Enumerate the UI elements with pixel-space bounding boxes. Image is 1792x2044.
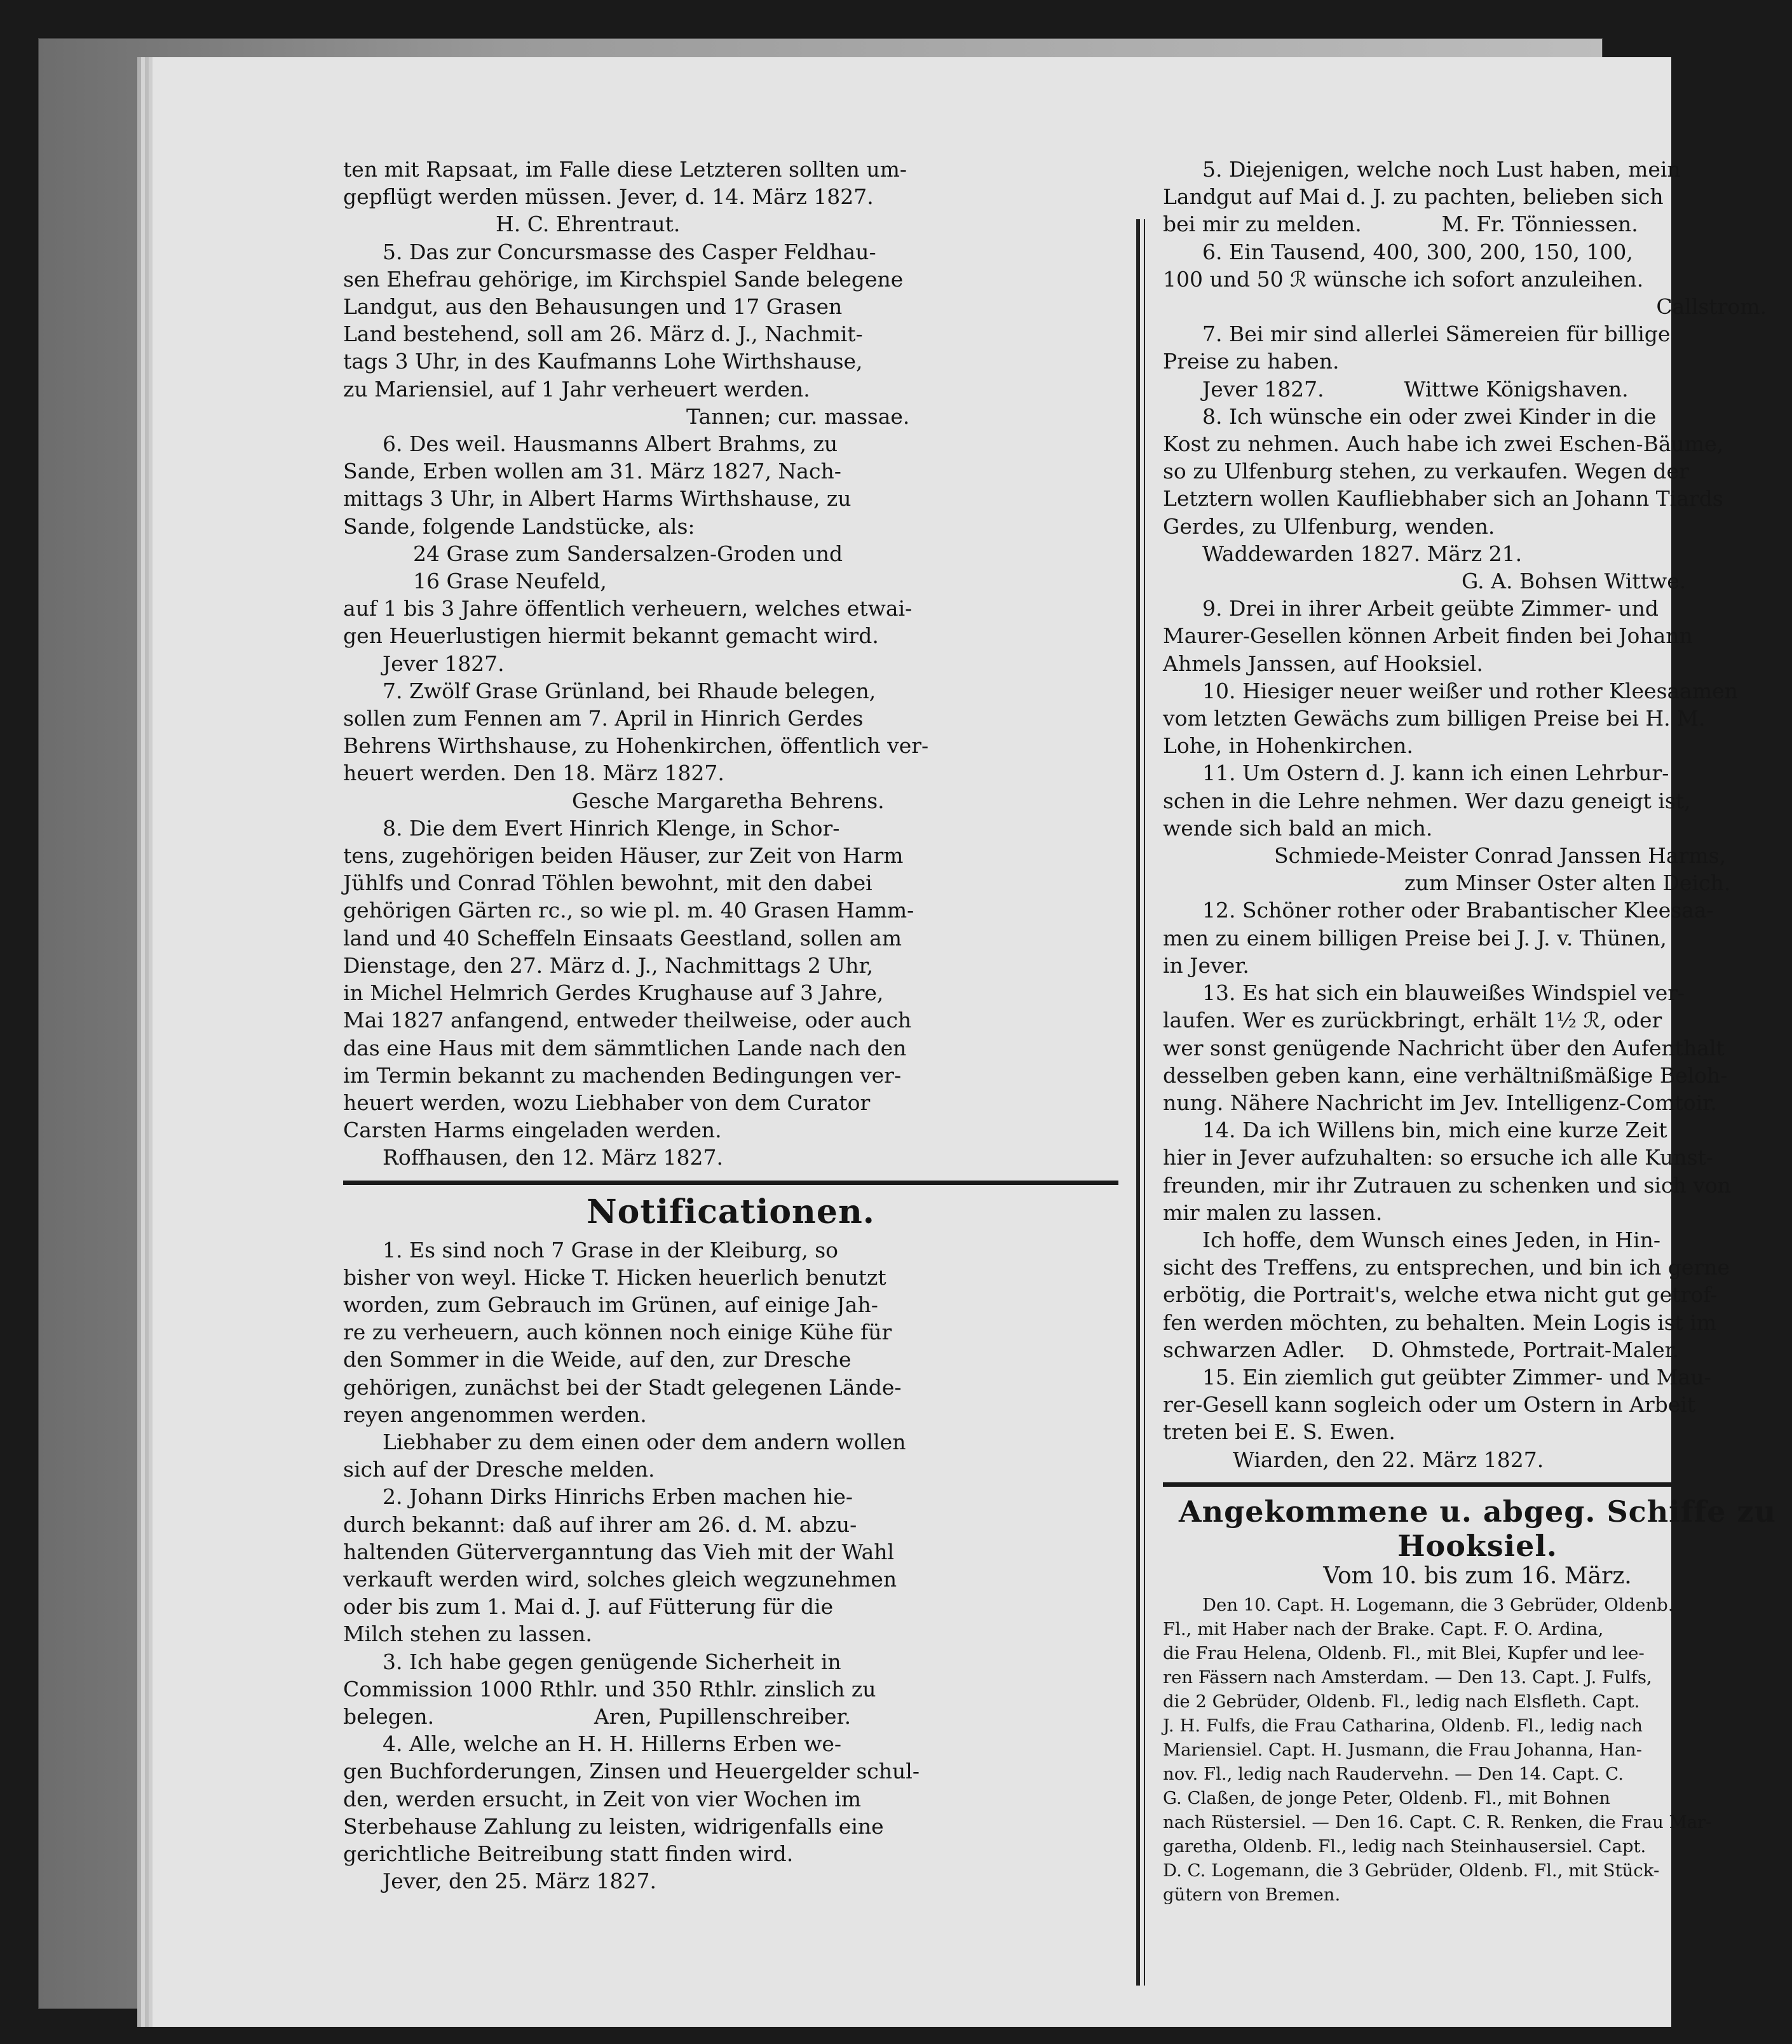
signature: H. C. Ehrentraut. [496,212,681,237]
signature: G. A. Bohsen Wittwe. [1462,569,1687,594]
notification-1: 1. Es sind noch 7 Grase in der Kleiburg, so bisher von weyl. Hicke T. Hicken heuerlich benutzt worden, zum Gebrauch im Grünen, auf einige Jah- re zu verheuern, auch können noch einige Kühe für den Sommer in die Weide, auf den, zur Dresche gehörigen, zunächst bei der Stadt gelegenen Lände- reyen angenommen werden. Liebhaber zu dem einen oder dem andern wollen sich auf der Dresche melden. [343,1237,906,1482]
notice-r14: 14. Da ich Willens bin, mich eine kurze Zeit hier in Jever aufzuhalten: so ersuche ich alle Kunst- freunden, mir ihr Zutrauen zu schenken und sich von mir malen zu lassen. Ich hoffe, dem Wunsch eines Jeden, in Hin- sicht des Treffens, zu entsprechen, und bin ich gerne erbötig, die Portrait's, welche etwa nicht gut getrof- fen werden möchten, zu behalten. Mein Logis ist im schwarzen Adler. D. Ohmstede, Portrait-Maler. [1163,1118,1731,1362]
ships-list: Den 10. Capt. H. Logemann, die 3 Gebrüder, Oldenb. Fl., mit Haber nach der Brake. Capt. F. O. Ardina, die Frau Helena, Oldenb. Fl., mit Blei, Kupfer und lee- ren Fässern nach Amsterdam. — Den 13. Capt. J. Fulfs, die 2 Gebrüder, Oldenb. Fl., ledig nach Elsfleth. Capt. J. H. Fulfs, die Frau Catharina, Oldenb. Fl., ledig nach Mariensiel. Capt. H. Jusmann, die Frau Johanna, Han- nov. Fl., ledig nach Raudervehn. — Den 14. Capt. C. G. Claßen, de jonge Peter, Oldenb. Fl., mit Bohnen nach Rüstersiel. — Den 16. Capt. C. R. Renken, die Frau Mar- garetha, Oldenb. Fl., ledig nach Steinhausersiel. Capt. D. C. Logemann, die 3 Gebrüder, Oldenb. Fl., mit Stück- gütern von Bremen. [1163,1594,1712,1905]
notice-5: 5. Das zur Concursmasse des Casper Feldhau- sen Ehefrau gehörige, im Kirchspiel Sande belegene Landgut, aus den Behausungen und 17 Grasen Land bestehend, soll am 26. März d. J., Nachmit- tags 3 Uhr, in des Kaufmanns Lohe Wirthshause, zu Mariensiel, auf 1 Jahr verheuert werden. [343,239,904,402]
notification-3: 3. Ich habe gegen genügende Sicherheit in Commission 1000 Rthlr. und 350 Rthlr. zinslich zu belegen. Aren, Pupillenschreiber. [343,1649,876,1729]
notice-r11: 11. Um Ostern d. J. kann ich einen Lehrbur- schen in die Lehre nehmen. Wer dazu geneigt ist, wende sich bald an mich. Schmiede-Meister Conrad Janssen Harms, zum Minser Oster alten Deich. [1163,761,1731,896]
notice-r7: 7. Bei mir sind allerlei Sämereien für billige Preise zu haben. Jever 1827. Wittwe Königshaven. [1163,321,1671,402]
notification-2: 2. Johann Dirks Hinrichs Erben machen hie- durch bekannt: daß auf ihrer am 26. d. M. abzu- haltenden Güterverganntung das Vieh mit der Wahl verkauft werden wird, solches gleich wegzunehmen oder bis zum 1. Mai d. J. auf Fütterung für die Milch stehen zu lassen. [343,1484,897,1647]
column-divider-thin [1144,219,1145,1986]
section-heading-notificationen: Notificationen. [587,1192,875,1231]
notice-r15: 15. Ein ziemlich gut geübter Zimmer- und Mau- rer-Gesell kann sogleich oder um Ostern in Arbeit treten bei E. S. Ewen. Wiarden, den 22. März 1827. [1163,1364,1711,1472]
notice-r8: 8. Ich wünsche ein oder zwei Kinder in die Kost zu nehmen. Auch habe ich zwei Eschen-Bäume, so zu Ulfenburg stehen, zu verkaufen. Wegen der Letztern wollen Kaufliebhaber sich an Johann Tiards Gerdes, zu Ulfenburg, wenden. Waddewarden 1827. März 21. [1163,403,1724,566]
signature: Tannen; cur. massae. [686,403,910,429]
signature: Callstrom. [1656,294,1767,320]
notice-r5: 5. Diejenigen, welche noch Lust haben, mein Landgut auf Mai d. J. zu pachten, belieben sich bei mir zu melden. M. Fr. Tönniessen. [1163,157,1681,237]
left-column [343,156,1118,1895]
notice-r12: 12. Schöner rother oder Brabantischer Kleesaa- men zu einem billigen Preise bei J. J. v. Thünen, in Jever. [1163,898,1714,978]
section-rule [343,1181,1118,1185]
section-heading-ships: Angekommene u. abgeg. Schiffe zu Hooksiel. [1178,1494,1777,1563]
section-rule [1163,1482,1792,1487]
newspaper-page [153,57,1777,2027]
notice-r6: 6. Ein Tausend, 400, 300, 200, 150, 100, 100 und 50 ℛ wünsche ich sofort anzuleihen. [1163,239,1644,292]
right-column [1163,156,1792,1907]
notification-4: 4. Alle, welche an H. H. Hillerns Erben we- gen Buchforderungen, Zinsen und Heuergelder schul- den, werden ersucht, in Zeit von vier Wochen im Sterbehause Zahlung zu leisten, widrigenfalls eine gerichtliche Beitreibung statt finden wird. Jever, den 25. März 1827. [343,1731,920,1894]
signature: Gesche Margaretha Behrens. [572,788,885,813]
notice-6: 6. Des weil. Hausmanns Albert Brahms, zu Sande, Erben wollen am 31. März 1827, Nach- mittags 3 Uhr, in Albert Harms Wirthshause, zu Sande, folgende Landstücke, als: 24 Grase zum Sandersalzen-Groden und 16 Grase Neufeld, auf 1 bis 3 Jahre öffentlich verheuern, welches etwai- gen Heuerlustigen hiermit bekannt gemacht wird. Jever 1827. [343,431,913,676]
notice-7: 7. Zwölf Grase Grünland, bei Rhaude belegen, sollen zum Fennen am 7. April in Hinrich Gerdes Behrens Wirthshause, zu Hohenkirchen, öffentlich ver- heuert werden. Den 18. März 1827. [343,678,929,786]
carryover-text: ten mit Rapsaat, im Falle diese Letzteren sollten um- gepflügt werden müssen. Jever, d. 14. März 1827. [343,157,907,210]
notice-r10: 10. Hiesiger neuer weißer und rother Kleesaamen vom letzten Gewächs zum billigen Preise bei H. M. Lohe, in Hohenkirchen. [1163,678,1738,759]
ships-date-range: Vom 10. bis zum 16. März. [1323,1562,1632,1589]
notice-8: 8. Die dem Evert Hinrich Klenge, in Schor- tens, zugehörigen beiden Häuser, zur Zeit von Harm Jühlfs und Conrad Töhlen bewohnt, mit den dabei gehörigen Gärten rc., so wie pl. m. 40 Grasen Hamm- land und 40 Scheffeln Einsaats Geestland, sollen am Dienstage, den 27. März d. J., Nachmittags 2 Uhr, in Michel Helmrich Gerdes Krughause auf 3 Jahre, Mai 1827 anfangend, entweder theilweise, oder auch das eine Haus mit dem sämmtlichen Lande nach den im Termin bekannt zu machenden Bedingungen ver- heuert werden, wozu Liebhaber von dem Curator Carsten Harms eingeladen werden. Roffhausen, den 12. März 1827. [343,815,914,1170]
column-divider [1136,219,1140,1986]
notice-r9: 9. Drei in ihrer Arbeit geübte Zimmer- und Maurer-Gesellen können Arbeit finden bei Johann Ahmels Janssen, auf Hooksiel. [1163,596,1693,676]
notice-r13: 13. Es hat sich ein blauweißes Windspiel ver- laufen. Wer es zurückbringt, erhält 1½ ℛ, oder wer sonst genügende Nachricht über den Aufenthalt desselben geben kann, eine verhältnißmäßige Beloh- nung. Nähere Nachricht im Jev. Intelligenz-Comtoir. [1163,980,1728,1115]
